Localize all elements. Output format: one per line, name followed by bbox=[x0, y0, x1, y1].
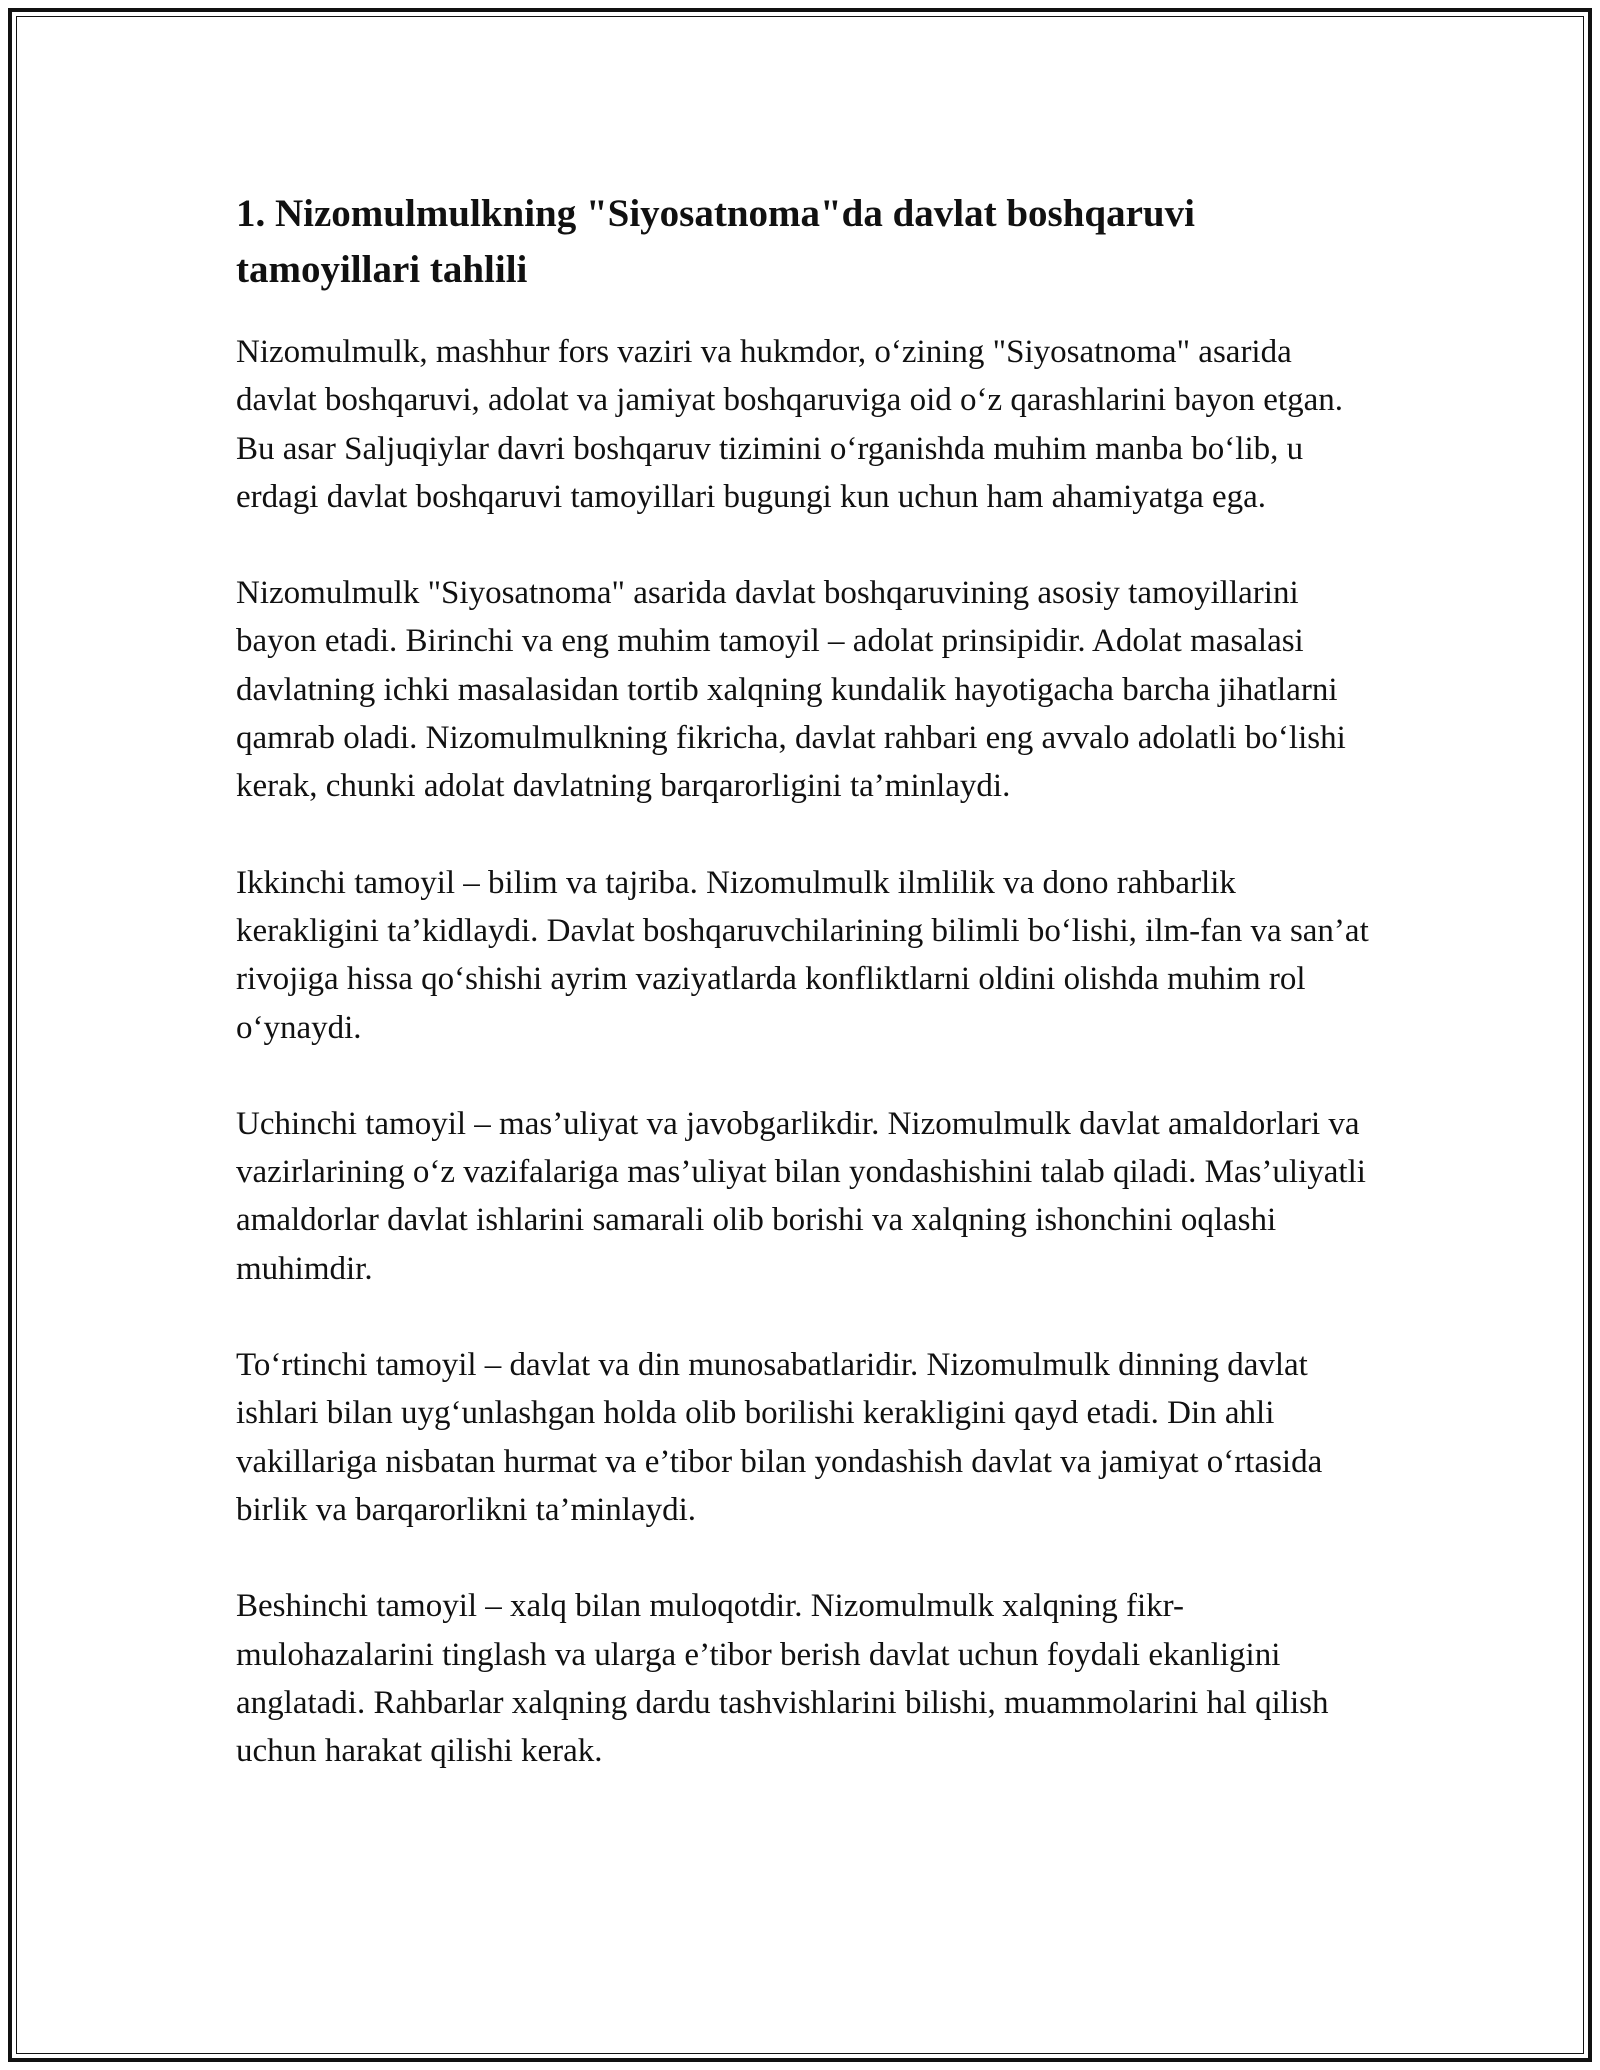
paragraph-principle-knowledge: Ikkinchi tamoyil – bilim va tajriba. Nizomulmulk ilmlilik va dono rahbarlik kerakligini ta’kidlaydi. Davlat boshqaruvchilarining bilimli bo‘lishi, ilm-fan va san’at rivojiga hissa qo‘shishi ayrim vaziyatlarda konfliktlarni oldini olishda muhim rol o‘ynaydi. bbox=[236, 864, 1369, 1046]
paragraph-principle-religion: To‘rtinchi tamoyil – davlat va din munosabatlaridir. Nizomulmulk dinning davlat ishlari bilan uyg‘unlashgan holda olib borilishi kerakligini qayd etadi. Din ahli vakillariga nisbatan hurmat va e’tibor bilan yondashish davlat va jamiyat o‘rtasida birlik va barqarorlikni ta’minlaydi. bbox=[236, 1347, 1323, 1528]
paragraph-principle-justice: Nizomulmulk "Siyosatnoma" asarida davlat boshqaruvining asosiy tamoyillarini bayon etadi. Birinchi va eng muhim tamoyil – adolat prinsipidir. Adolat masalasi davlatning ichki masalasidan tortib xalqning kundalik hayotigacha barcha jihatlarni qamrab oladi. Nizomulmulkning fikricha, davlat rahbari eng avvalo adolatli bo‘lishi kerak, chunki adolat davlatning barqarorligini ta’minlaydi. bbox=[236, 575, 1346, 805]
paragraph-principle-dialogue: Beshinchi tamoyil – xalq bilan muloqotdir. Nizomulmulk xalqning fikr-mulohazalarini tinglash va ularga e’tibor berish davlat uchun foydali ekanligini anglatadi. Rahbarlar xalqning dardu tashvishlarini bilishi, muammolarini hal qilish uchun harakat qilishi kerak. bbox=[236, 1588, 1329, 1770]
paragraph-principle-responsibility: Uchinchi tamoyil – mas’uliyat va javobgarlikdir. Nizomulmulk davlat amaldorlari va vazirlarining o‘z vazifalariga mas’uliyat bilan yondashishini talab qiladi. Mas’uliyatli amaldorlar davlat ishlarini samarali olib borishi va xalqning ishonchini oqlashi muhimdir. bbox=[236, 1105, 1366, 1287]
paragraph-intro: Nizomulmulk, mashhur fors vaziri va hukmdor, o‘zining "Siyosatnoma" asarida davlat boshqaruvi, adolat va jamiyat boshqaruviga oid o‘z qarashlarini bayon etgan. Bu asar Saljuqiylar davri boshqaruv tizimini o‘rganishda muhim manba bo‘lib, u erdagi davlat boshqaruvi tamoyillari bugungi kun uchun ham ahamiyatga ega. bbox=[236, 334, 1343, 515]
document-body bbox=[236, 186, 1376, 1823]
document-title: 1. Nizomulmulkning "Siyosatnoma"da davlat boshqaruvi tamoyillari tahlili bbox=[236, 192, 1195, 291]
